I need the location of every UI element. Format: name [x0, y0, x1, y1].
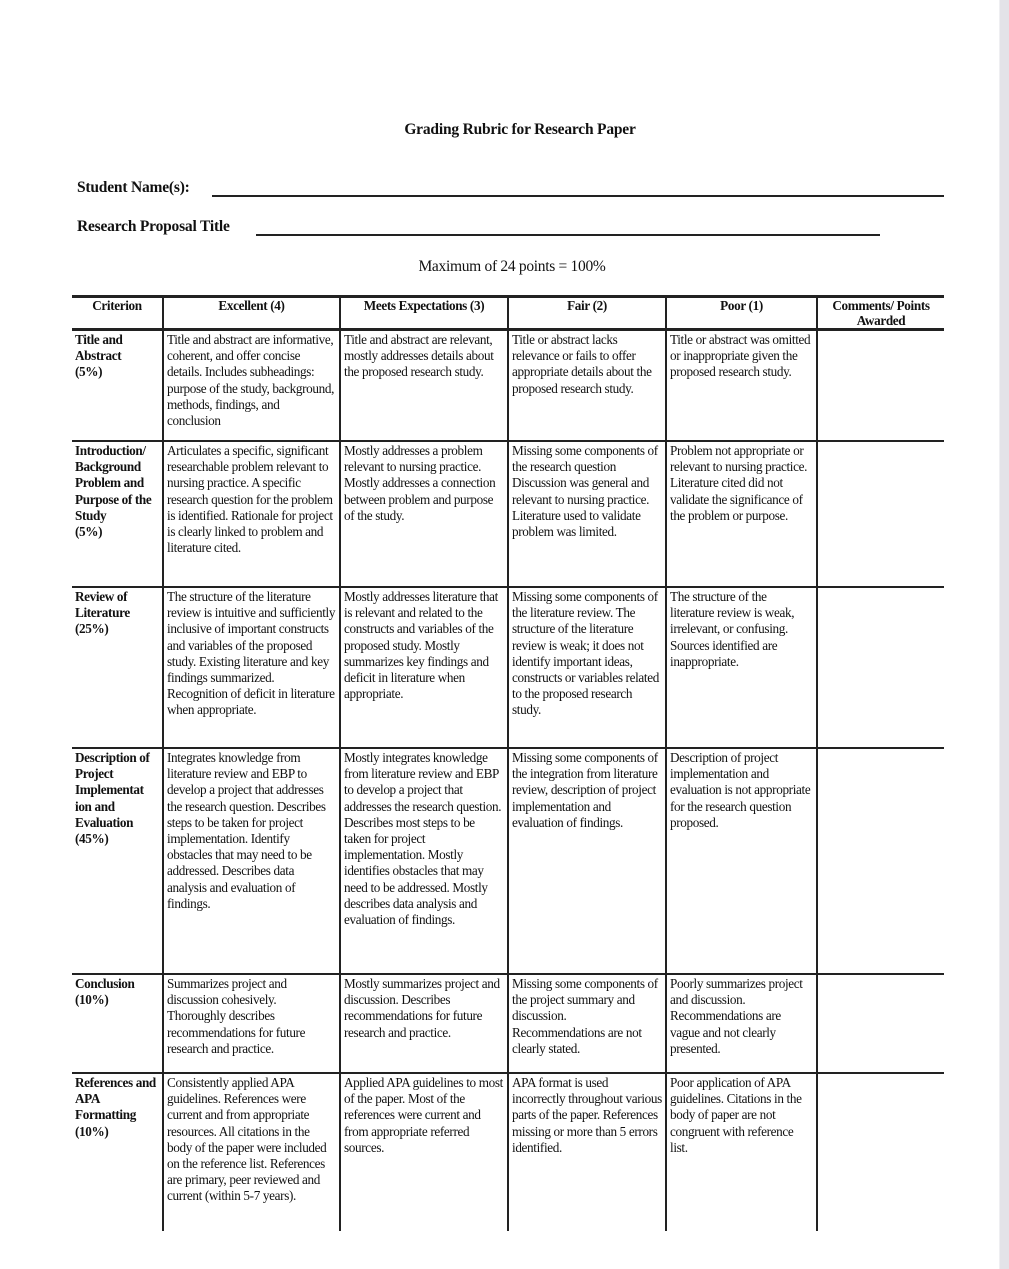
excellent-cell: Articulates a specific, significant researchable problem relevant to nursing practice. A specific research question for the problem is identified. Rationale for project is clearly linked to problem and literature cited.	[163, 441, 340, 587]
comments-cell[interactable]	[817, 441, 944, 587]
excellent-cell: Consistently applied APA guidelines. References were current and from appropriate resources. All citations in the body of the paper were included on the reference list. References are primary, peer reviewed and current (within 5-7 years).	[163, 1073, 340, 1231]
fair-cell: Missing some components of the project summary and discussion. Recommendations are not clearly stated.	[508, 974, 666, 1073]
table-header-row	[72, 297, 944, 330]
proposal-title-field[interactable]	[256, 234, 880, 236]
criterion-cell	[72, 330, 163, 442]
meets-cell: Mostly addresses a problem relevant to nursing practice. Mostly addresses a connection between problem and purpose of the study.	[340, 441, 508, 587]
criterion-cell	[72, 748, 163, 974]
table-row	[72, 1073, 944, 1231]
table-row	[72, 587, 944, 748]
excellent-cell: The structure of the literature review is intuitive and sufficiently inclusive of important constructs and variables of the proposed study. Existing literature and key findings summarized. Recognition of deficit in literature when appropriate.	[163, 587, 340, 748]
fair-cell: Missing some components of the research question Discussion was general and relevant to nursing practice. Literature used to validate problem was limited.	[508, 441, 666, 587]
excellent-cell: Title and abstract are informative, coherent, and offer concise details. Includes subheadings: purpose of the study, background, methods, findings, and conclusion	[163, 330, 340, 442]
meets-cell: Applied APA guidelines to most of the paper. Most of the references were current and from appropriate referred sources.	[340, 1073, 508, 1231]
grading-rubric-table	[72, 295, 944, 1231]
criterion-name: Conclusion	[75, 976, 135, 991]
fair-cell: Missing some components of the literature review. The structure of the literature review is weak; it does not identify important ideas, constructs or variables related to the proposed research study.	[508, 587, 666, 748]
poor-cell: Poor application of APA guidelines. Citations in the body of paper are not congruent with reference list.	[666, 1073, 817, 1231]
criterion-name: Title and Abstract	[75, 332, 123, 364]
criterion-cell	[72, 441, 163, 587]
poor-cell: Description of project implementation and evaluation is not appropriate for the research question proposed.	[666, 748, 817, 974]
criterion-weight: (25%)	[75, 621, 109, 637]
poor-cell: Problem not appropriate or relevant to nursing practice. Literature cited did not validate the significance of the problem or purpose.	[666, 441, 817, 587]
criterion-name: Review of Literature	[75, 589, 130, 621]
fair-cell: Title or abstract lacks relevance or fails to offer appropriate details about the proposed research study.	[508, 330, 666, 442]
comments-cell[interactable]	[817, 974, 944, 1073]
table-row	[72, 330, 944, 442]
criterion-weight: (10%)	[75, 992, 109, 1008]
fair-cell: Missing some components of the integration from literature review, description of project implementation and evaluation of findings.	[508, 748, 666, 974]
header-meets-expectations: Meets Expectations (3)	[340, 297, 508, 330]
meets-cell: Mostly summarizes project and discussion. Describes recommendations for future research and practice.	[340, 974, 508, 1073]
header-criterion: Criterion	[72, 297, 163, 330]
max-points-note: Maximum of 24 points = 100%	[418, 258, 606, 275]
comments-cell[interactable]	[817, 1073, 944, 1231]
poor-cell: Title or abstract was omitted or inappropriate given the proposed research study.	[666, 330, 817, 442]
meets-cell: Mostly integrates knowledge from literature review and EBP to develop a project that addresses the research question. Describes most steps to be taken for project implementation. Mostly identifies obstacles that may need to be addressed. Mostly describes data analysis and evaluation of findings.	[340, 748, 508, 974]
criterion-name: References and APA Formatting	[75, 1075, 156, 1123]
header-comments: Comments/ Points Awarded	[817, 297, 944, 330]
meets-cell: Title and abstract are relevant, mostly addresses details about the proposed research study.	[340, 330, 508, 442]
vertical-scrollbar[interactable]	[999, 0, 1009, 1269]
criterion-weight: (10%)	[75, 1123, 109, 1139]
comments-cell[interactable]	[817, 748, 944, 974]
table-row	[72, 974, 944, 1073]
meets-cell: Mostly addresses literature that is relevant and related to the constructs and variables of the proposed study. Mostly summarizes key findings and deficit in literature when appropriate.	[340, 587, 508, 748]
criterion-name: Description of Project Implementat ion and Evaluation	[75, 750, 150, 830]
fair-cell: APA format is used incorrectly throughout various parts of the paper. References missing or more than 5 errors identified.	[508, 1073, 666, 1231]
criterion-weight: (5%)	[75, 364, 103, 380]
comments-cell[interactable]	[817, 330, 944, 442]
header-poor: Poor (1)	[666, 297, 817, 330]
table-row	[72, 441, 944, 587]
poor-cell: The structure of the literature review is weak, irrelevant, or confusing. Sources identified are inappropriate.	[666, 587, 817, 748]
excellent-cell: Summarizes project and discussion cohesively. Thoroughly describes recommendations for future research and practice.	[163, 974, 340, 1073]
proposal-title-label: Research Proposal Title	[77, 218, 230, 235]
criterion-weight: (5%)	[75, 524, 103, 540]
excellent-cell: Integrates knowledge from literature review and EBP to develop a project that addresses the research question. Describes steps to be taken for project implementation. Identify obstacles that may need to be addressed. Describes data analysis and evaluation of findings.	[163, 748, 340, 974]
criterion-cell	[72, 1073, 163, 1231]
document-title: Grading Rubric for Research Paper	[404, 121, 636, 138]
criterion-name: Introduction/ Background Problem and Purpose of the Study	[75, 443, 152, 523]
criterion-weight: (45%)	[75, 831, 109, 847]
table-row	[72, 748, 944, 974]
comments-cell[interactable]	[817, 587, 944, 748]
criterion-cell	[72, 974, 163, 1073]
criterion-cell	[72, 587, 163, 748]
header-excellent: Excellent (4)	[163, 297, 340, 330]
poor-cell: Poorly summarizes project and discussion. Recommendations are vague and not clearly presented.	[666, 974, 817, 1073]
student-name-label: Student Name(s):	[77, 179, 190, 196]
header-fair: Fair (2)	[508, 297, 666, 330]
student-name-field[interactable]	[212, 195, 944, 197]
